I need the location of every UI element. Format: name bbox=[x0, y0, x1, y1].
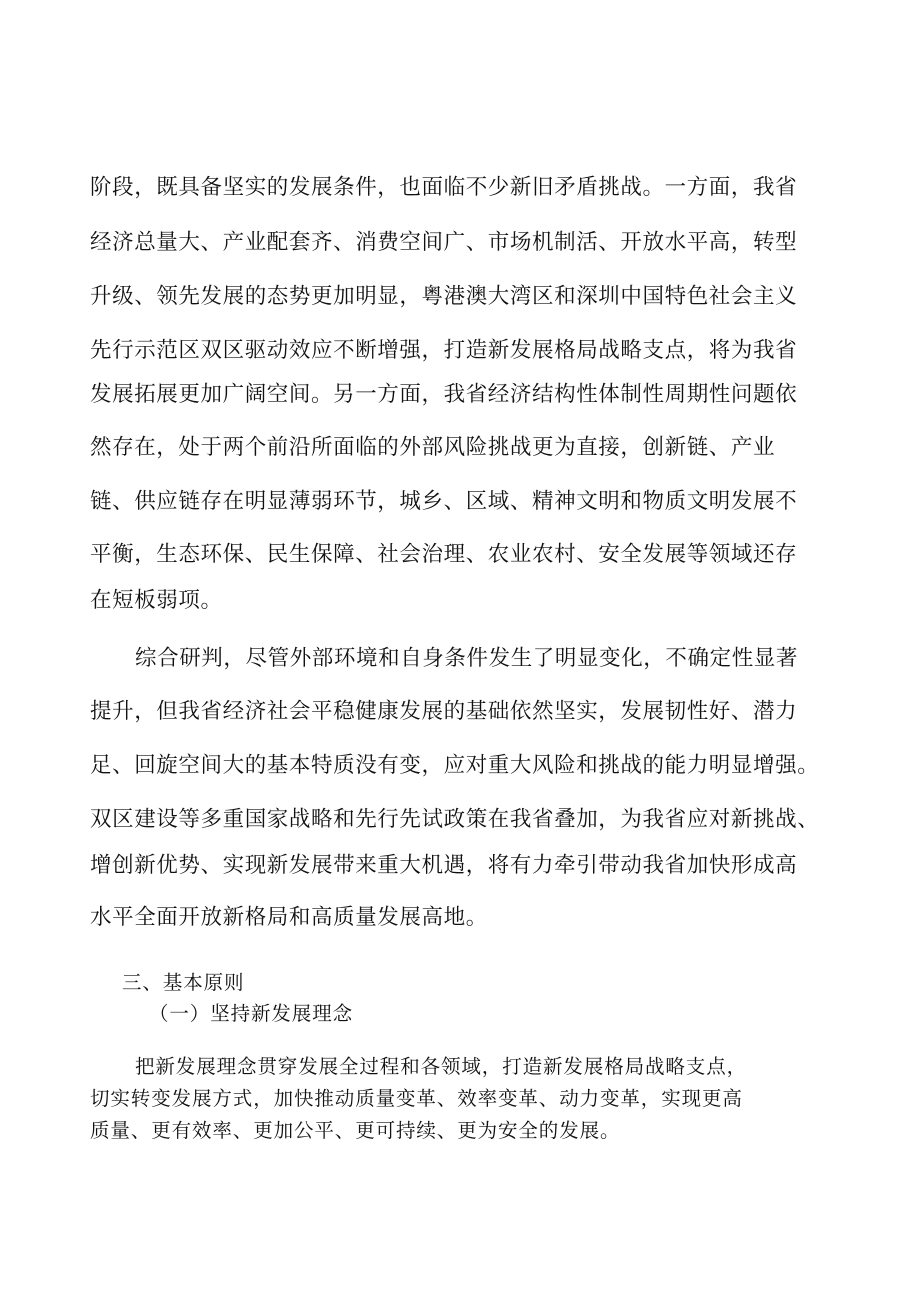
paragraph-3-line: 质量、更有效率、更加公平、更可持续、更为安全的发展。 bbox=[90, 1119, 621, 1142]
paragraph-1-line: 先行示范区双区驱动效应不断增强，打造新发展格局战略支点，将为我省 bbox=[90, 338, 798, 363]
paragraph-2-line: 水平全面开放新格局和高质量发展高地。 bbox=[90, 905, 488, 930]
paragraph-1-line: 在短板弱项。 bbox=[90, 588, 223, 613]
paragraph-2-line: 增创新优势、实现新发展带来重大机遇，将有力牵引带动我省加快形成高 bbox=[90, 853, 798, 878]
paragraph-1-line: 链、供应链存在明显薄弱环节，城乡、区域、精神文明和物质文明发展不 bbox=[90, 489, 798, 514]
paragraph-2-line: 双区建设等多重国家战略和先行先试政策在我省叠加，为我省应对新挑战、 bbox=[90, 807, 820, 832]
paragraph-1-line: 经济总量大、产业配套齐、消费空间广、市场机制活、开放水平高，转型 bbox=[90, 230, 798, 255]
paragraph-1-line: 发展拓展更加广阔空间。另一方面，我省经济结构性体制性周期性问题依 bbox=[90, 382, 798, 407]
paragraph-2-line: 综合研判，尽管外部环境和自身条件发生了明显变化，不确定性显著 bbox=[135, 646, 799, 671]
paragraph-3-line: 把新发展理念贯穿发展全过程和各领域，打造新发展格局战略支点， bbox=[135, 1055, 748, 1078]
paragraph-1-line: 平衡，生态环保、民生保障、社会治理、农业农村、安全发展等领域还存 bbox=[90, 542, 798, 567]
paragraph-2-line: 足、回旋空间大的基本特质没有变，应对重大风险和挑战的能力明显增强。 bbox=[90, 753, 820, 778]
sub-heading: （一）坚持新发展理念 bbox=[149, 1002, 354, 1025]
paragraph-1-line: 阶段，既具备坚实的发展条件，也面临不少新旧矛盾挑战。一方面，我省 bbox=[90, 175, 798, 200]
paragraph-1-line: 升级、领先发展的态势更加明显，粤港澳大湾区和深圳中国特色社会主义 bbox=[90, 284, 798, 309]
paragraph-3-line: 切实转变发展方式，加快推动质量变革、效率变革、动力变革，实现更高 bbox=[90, 1087, 743, 1110]
paragraph-2-line: 提升，但我省经济社会平稳健康发展的基础依然坚实，发展韧性好、潜力 bbox=[90, 699, 798, 724]
paragraph-1-line: 然存在，处于两个前沿所面临的外部风险挑战更为直接，创新链、产业 bbox=[90, 435, 776, 460]
section-heading: 三、基本原则 bbox=[122, 971, 245, 994]
